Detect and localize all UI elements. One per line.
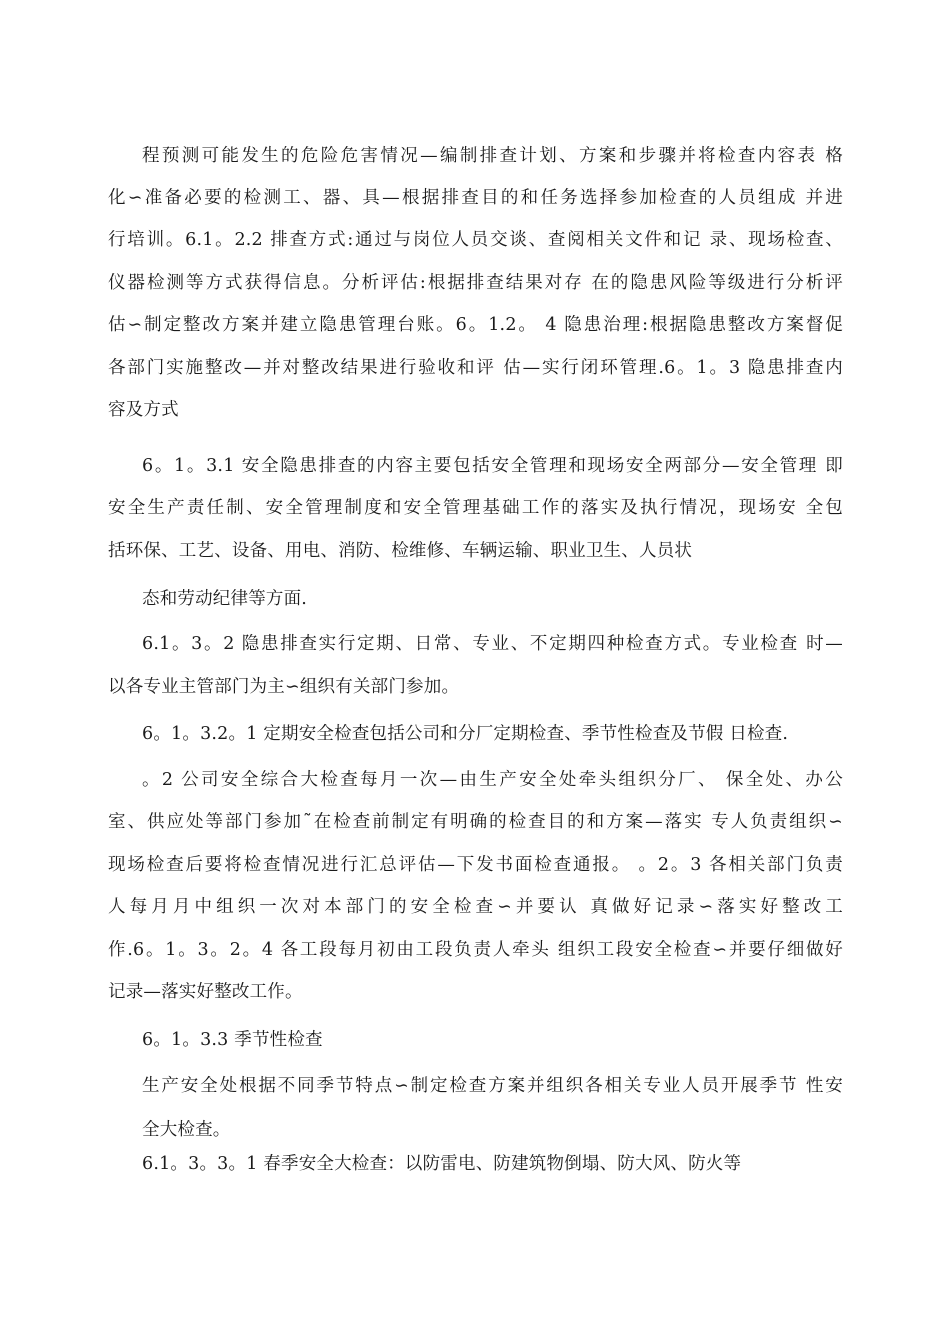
- text-line: 6。1。3.1 安全隐患排查的内容主要包括安全管理和现场安全两部分—安全管理 即: [142, 456, 843, 476]
- text-line: 记录—落实好整改工作。: [108, 982, 303, 1002]
- text-line: 程预测可能发生的危险危害情况—编制排查计划、方案和步骤并将检查内容表 格: [142, 146, 843, 166]
- text-line: 6.1。3。3。1 春季安全大检查：以防雷电、防建筑物倒塌、防大风、防火等: [142, 1154, 742, 1174]
- text-line: 括环保、工艺、设备、用电、消防、检维修、车辆运输、职业卫生、人员状: [108, 541, 693, 561]
- text-line: 全大检查。: [142, 1120, 231, 1140]
- text-line: 仪器检测等方式获得信息。分析评估:根据排查结果对存 在的隐患风险等级进行分析评: [108, 273, 843, 293]
- text-line: 以各专业主管部门为主∽组织有关部门参加。: [108, 677, 460, 697]
- text-line: 6。1。3.3 季节性检查: [142, 1030, 323, 1050]
- text-line: 6。1。3.2。1 定期安全检查包括公司和分厂定期检查、季节性检查及节假 日检查.: [142, 724, 789, 744]
- text-line: 化∽准备必要的检测工、器、具—根据排查目的和任务选择参加检查的人员组成 并进: [108, 188, 843, 208]
- text-line: 态和劳动纪律等方面.: [142, 589, 308, 609]
- text-line: 人每月月中组织一次对本部门的安全检查∽并要认 真做好记录∽落实好整改工: [108, 897, 843, 917]
- text-line: 估∽制定整改方案并建立隐患管理台账。6。1.2。 4 隐患治理:根据隐患整改方案督促: [108, 315, 843, 335]
- text-line: 。2 公司安全综合大检查每月一次—由生产安全处牵头组织分厂、 保全处、办公: [142, 770, 843, 790]
- text-line: 行培训。6.1。2.2 排查方式:通过与岗位人员交谈、查阅相关文件和记 录、现场检查、: [108, 230, 843, 250]
- text-line: 容及方式: [108, 400, 179, 420]
- text-line: 安全生产责任制、安全管理制度和安全管理基础工作的落实及执行情况，现场安 全包: [108, 498, 843, 518]
- text-line: 现场检查后要将检查情况进行汇总评估—下发书面检查通报。 。2。3 各相关部门负责: [108, 855, 843, 875]
- text-line: 作.6。1。3。2。4 各工段每月初由工段负责人牵头 组织工段安全检查∽并要仔细做好: [108, 940, 843, 960]
- text-line: 6.1。3。2 隐患排查实行定期、日常、专业、不定期四种检查方式。专业检查 时—: [142, 634, 843, 654]
- text-line: 室、供应处等部门参加˜在检查前制定有明确的检查目的和方案—落实 专人负责组织∽: [108, 812, 843, 832]
- text-line: 生产安全处根据不同季节特点∽制定检查方案并组织各相关专业人员开展季节 性安: [142, 1076, 843, 1096]
- text-line: 各部门实施整改—并对整改结果进行验收和评 估—实行闭环管理.6。1。3 隐患排查内: [108, 358, 843, 378]
